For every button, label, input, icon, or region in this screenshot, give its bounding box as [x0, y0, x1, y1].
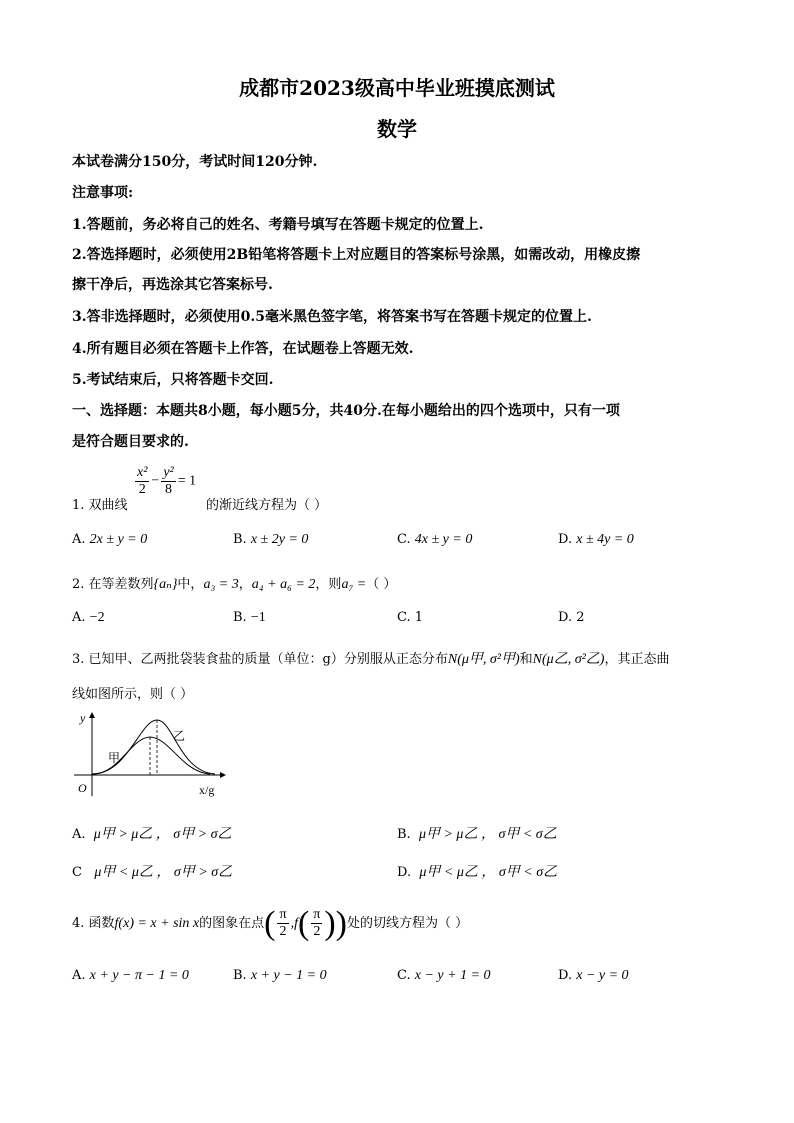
q1-frac2-num: y²: [163, 465, 174, 480]
option-label: B.: [233, 968, 247, 983]
q2-option-d: [558, 610, 585, 625]
q2-stem: 2. 在等差数列{aₙ}中，a₃ = 3，a₄ + a₆ = 2，则a₇ =（ ）: [72, 577, 397, 592]
q3-option-a: [72, 823, 232, 843]
option-text: 4x ± y = 0: [414, 532, 473, 547]
option-text: −1: [250, 610, 266, 625]
option-label: D.: [558, 968, 573, 983]
curve-jia-label: 甲: [108, 751, 121, 765]
q2-stem-a: 2. 在等差数列: [72, 577, 154, 592]
q1-option-a: [72, 532, 147, 548]
option-label: A.: [72, 827, 86, 842]
q1-stem-suffix: 的渐近线方程为（ ）: [206, 498, 328, 513]
q2-ask: a₇ =: [341, 577, 367, 592]
q1-eq-rhs: = 1: [177, 473, 197, 489]
q3-stem-a: 3. 已知甲、乙两批袋装食盐的质量（单位：g）分别服从正态分布: [72, 652, 448, 667]
notice-item-3: 3.答非选择题时，必须使用0.5毫米黑色签字笔，将答案书写在答题卡规定的位置上.: [72, 309, 592, 325]
option-label: A.: [72, 610, 86, 625]
q4-function: f(x) = x + sin x: [114, 916, 200, 931]
q4-pi-num: π: [279, 907, 287, 923]
option-label: C.: [397, 968, 411, 983]
q1-frac1-den: 2: [138, 482, 146, 497]
q3-and: 和: [519, 652, 533, 667]
q2-option-c: [397, 610, 423, 625]
q1-option-c: [397, 532, 472, 548]
q4-stem: [72, 898, 468, 950]
q1-stem-prefix: 1. 双曲线: [72, 498, 128, 513]
q3-distribution-1: N(μ甲, σ²甲): [447, 652, 520, 667]
option-label: D.: [558, 610, 573, 625]
q1-frac2-den: 8: [165, 482, 173, 497]
score-time-note: 本试卷满分150分，考试时间120分钟.: [72, 154, 318, 170]
q4-option-b: [233, 968, 327, 984]
q2-stem-b: 中，: [177, 577, 204, 592]
q2-option-a: [72, 610, 105, 626]
x-axis-label: x/g: [199, 783, 215, 797]
option-label: C: [72, 865, 82, 880]
option-text: μ甲 > μ乙 ， σ甲 > σ乙: [93, 827, 232, 842]
origin-label: O: [78, 781, 87, 795]
option-text: x + y − 1 = 0: [250, 968, 327, 983]
notice-item-1: 1.答题前，务必将自己的姓名、考籍号填写在答题卡规定的位置上.: [72, 217, 484, 233]
q3-distribution-2: N(μ乙, σ²乙): [532, 652, 605, 667]
option-text: x − y = 0: [576, 968, 629, 983]
option-label: A.: [72, 968, 86, 983]
q4-option-a: [72, 968, 189, 984]
x-axis-arrow: [220, 772, 226, 778]
q4-option-c: [397, 968, 491, 984]
q4-stem-a: 4. 函数: [72, 916, 115, 931]
q4-f: f: [294, 916, 298, 931]
q4-stem-b: 的图象在点: [199, 916, 265, 931]
option-text: μ甲 < μ乙 ， σ甲 < σ乙: [419, 865, 558, 880]
q3-normal-curves-figure: [70, 708, 230, 800]
q3-option-b: [397, 823, 557, 843]
notice-heading: 注意事项:: [72, 185, 134, 201]
q3-stem-line1: [72, 648, 669, 668]
notice-item-2a: 2.答选择题时，必须使用2B铅笔将答题卡上对应题目的答案标号涂黑，如需改动，用橡皮擦: [72, 247, 641, 263]
q1-option-d: [558, 532, 634, 548]
option-label: D.: [558, 532, 573, 547]
y-axis-label: y: [80, 711, 86, 725]
q4-option-d: [558, 968, 629, 984]
option-text: x + y − π − 1 = 0: [89, 968, 189, 983]
q4-two-den-2: 2: [313, 924, 321, 940]
curve-yi: [92, 720, 215, 774]
q4-point: ( $\frac{\pi}{2}$ ,f( $\frac{\pi}{2}$ )): [264, 904, 348, 942]
exam-title: 成都市2023级高中毕业班摸底测试: [239, 76, 555, 100]
option-label: B.: [233, 610, 247, 625]
q2-option-b: [233, 610, 266, 626]
option-label: C.: [397, 532, 411, 547]
option-text: 2x ± y = 0: [89, 532, 148, 547]
notice-item-4: 4.所有题目必须在答题卡上作答，在试题卷上答题无效.: [72, 341, 414, 357]
option-text: −2: [89, 610, 105, 625]
q3-stem-line2: 线如图所示，则（ ）: [72, 687, 194, 702]
notice-item-2b: 擦干净后，再选涂其它答案标号.: [72, 277, 273, 293]
option-label: B.: [233, 532, 247, 547]
option-label: C.: [397, 610, 411, 625]
section-1-heading-b: 是符合题目要求的.: [72, 434, 189, 450]
q1-option-b: [233, 532, 308, 548]
option-text: x − y + 1 = 0: [414, 968, 491, 983]
option-label: D.: [397, 865, 412, 880]
option-text: x ± 4y = 0: [576, 532, 634, 547]
option-text: 1: [414, 610, 424, 625]
y-axis-arrow: [89, 712, 95, 718]
q3-option-d: [397, 861, 557, 881]
q1-frac1-num: x²: [137, 465, 148, 480]
q2-stem-c: ，则: [315, 577, 342, 592]
notice-item-5: 5.考试结束后，只将答题卡交回.: [72, 372, 274, 388]
option-text: μ甲 > μ乙 ， σ甲 < σ乙: [418, 827, 557, 842]
q2-condition-2: a₄ + a₆ = 2: [251, 577, 316, 592]
q4-two-den: 2: [279, 924, 287, 940]
q1-equation: $\frac{\text{x²}}{2}$ − $\frac{\text{y²}}{8}$ = 1: [137, 465, 197, 497]
q2-stem-d: （ ）: [366, 577, 397, 592]
option-text: μ甲 < μ乙 ， σ甲 > σ乙: [94, 865, 233, 880]
option-text: 2: [576, 610, 585, 625]
q3-option-c: [72, 861, 232, 881]
q4-pi-num-2: π: [313, 907, 321, 923]
option-label: B.: [397, 827, 411, 842]
q4-stem-c: 处的切线方程为（ ）: [347, 916, 469, 931]
section-1-heading-a: 一、选择题：本题共8小题，每小题5分，共40分.在每小题给出的四个选项中，只有一项: [72, 403, 620, 419]
option-label: A.: [72, 532, 86, 547]
option-text: x ± 2y = 0: [250, 532, 309, 547]
curve-yi-label: 乙: [173, 729, 186, 743]
q2-sequence: {aₙ}: [153, 577, 178, 592]
subject-title: 数学: [377, 117, 417, 141]
q3-stem-b: ，其正态曲: [604, 652, 670, 667]
q2-condition-1: a₃ = 3: [203, 577, 239, 592]
